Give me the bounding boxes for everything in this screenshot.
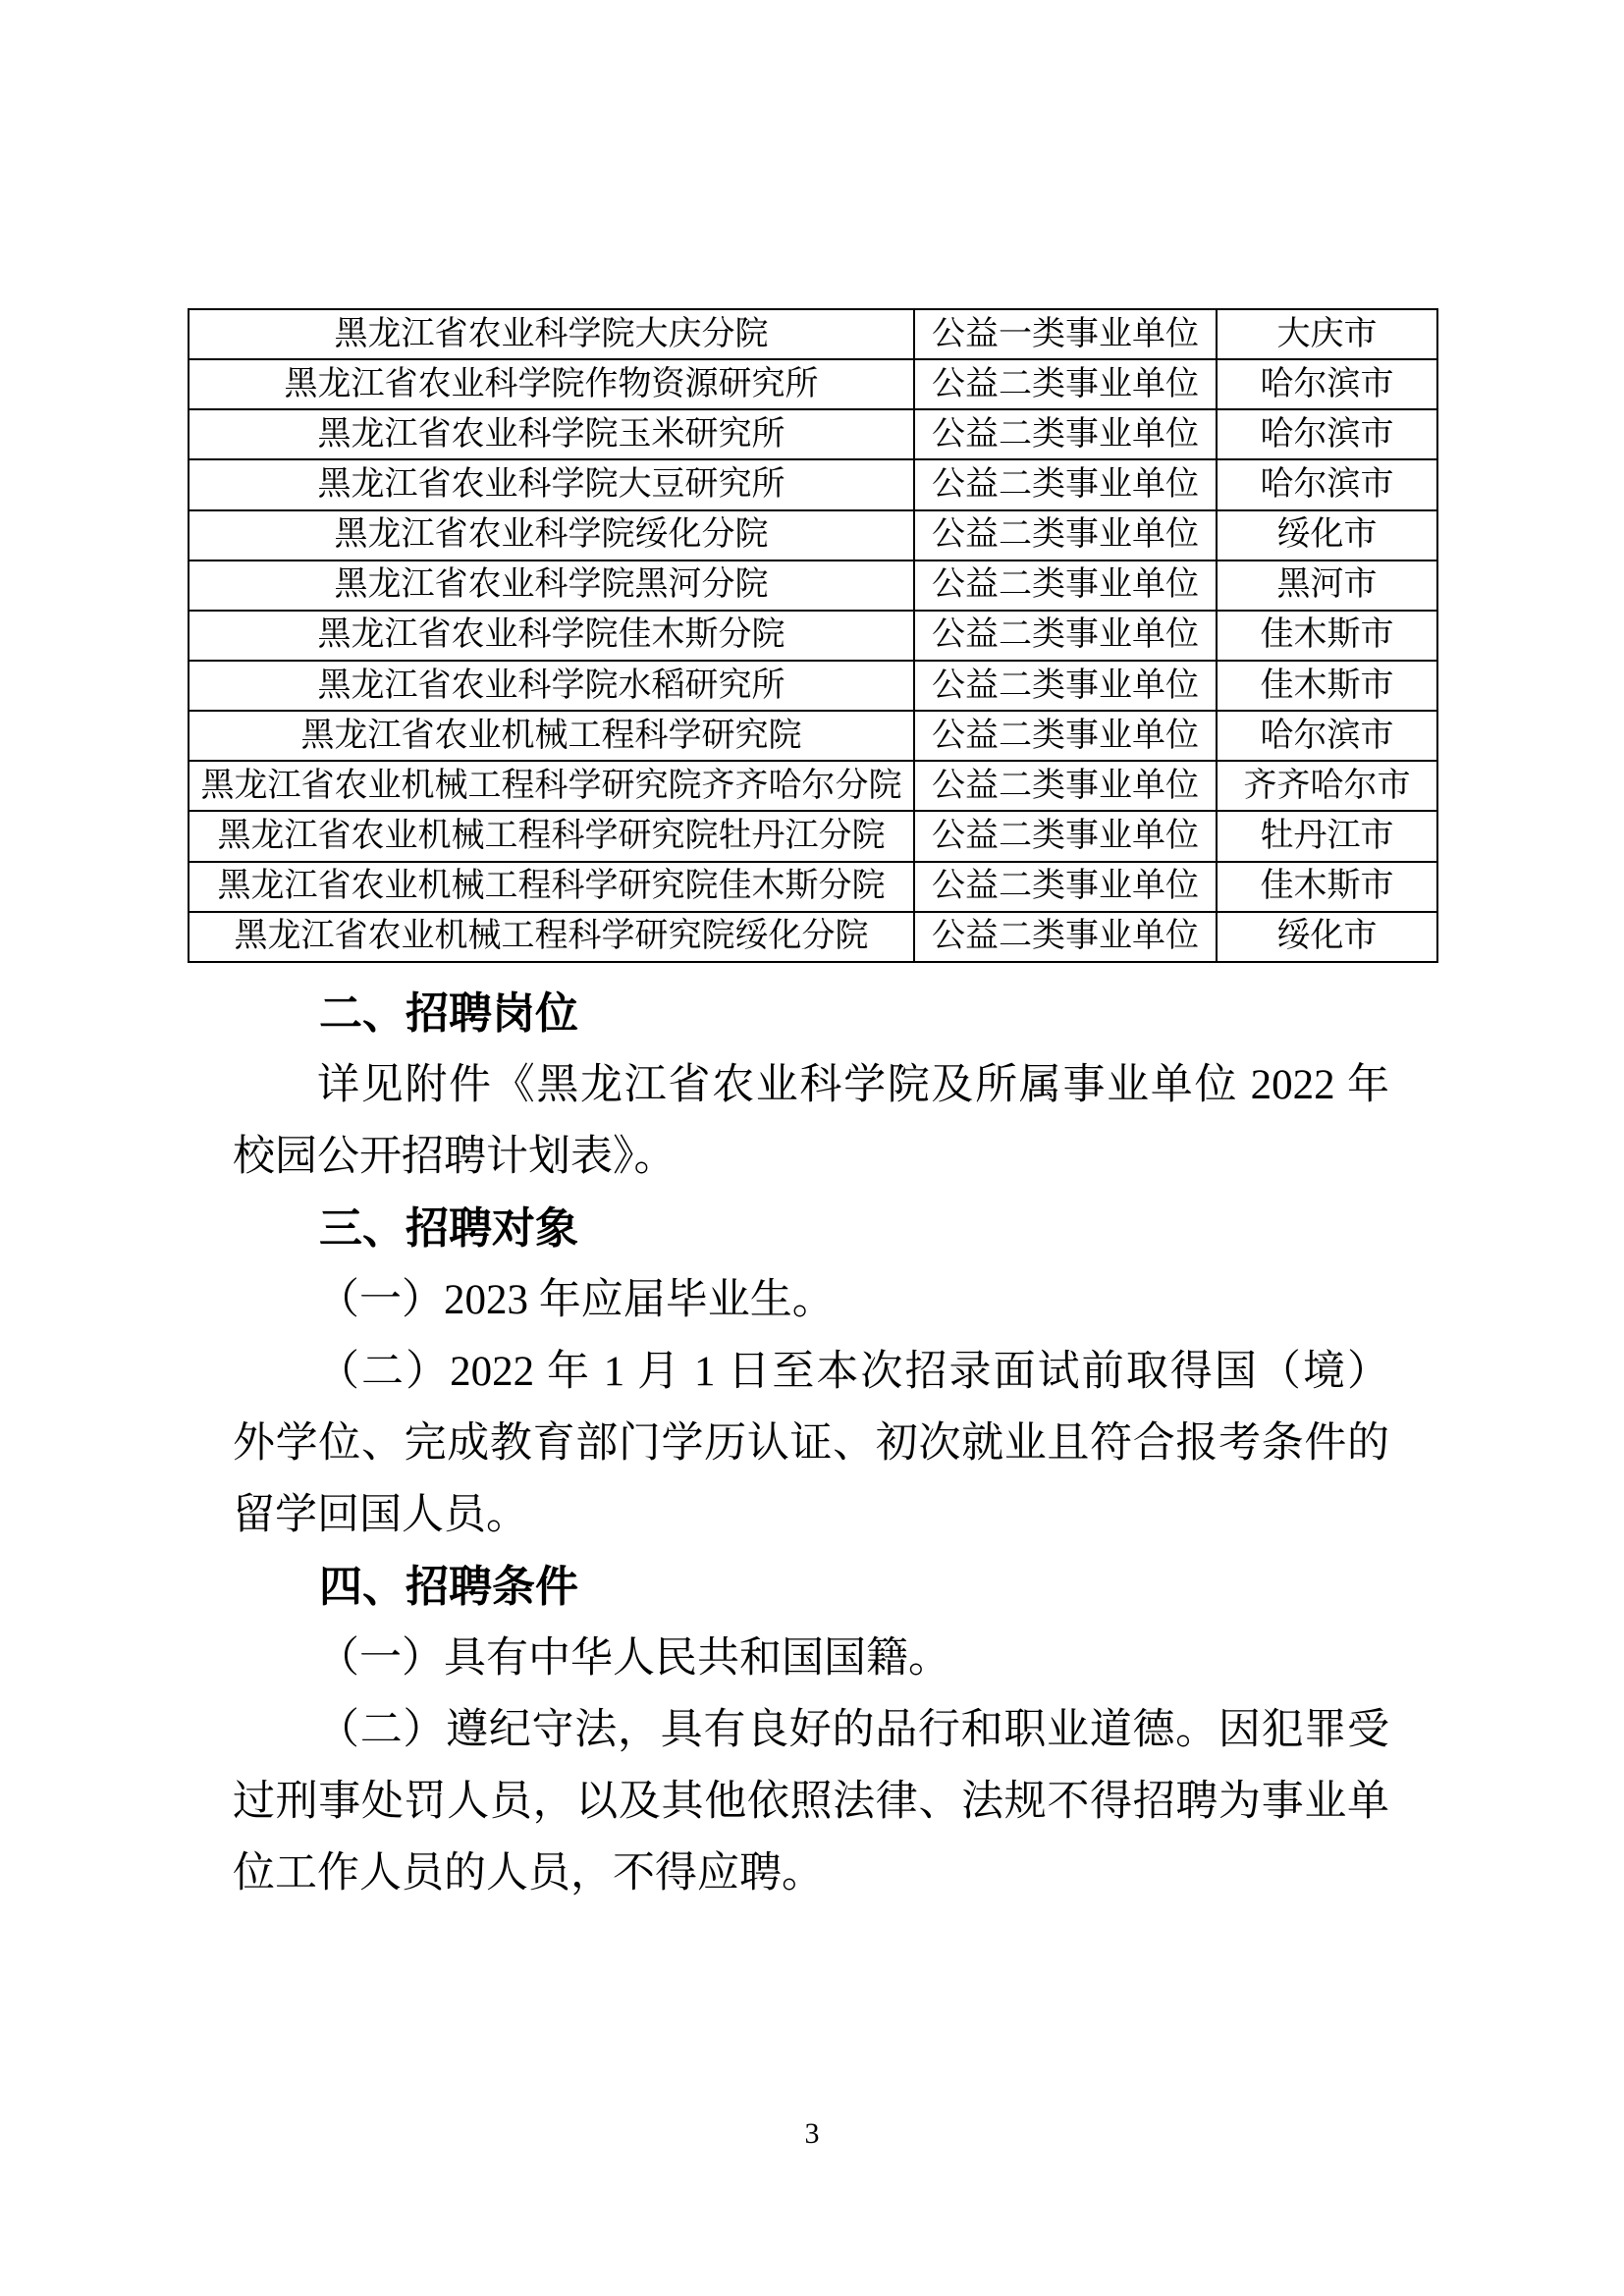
unit-name-cell: 黑龙江省农业机械工程科学研究院齐齐哈尔分院 [189,761,914,811]
body-line: （二）遵纪守法，具有良好的品行和职业道德。因犯罪受 [317,1707,1389,1753]
unit-type-cell: 公益二类事业单位 [914,912,1217,962]
unit-city-cell: 佳木斯市 [1217,862,1437,912]
table-row [189,359,1437,409]
body-line: 留学回国人员。 [233,1492,528,1538]
table-row [189,811,1437,861]
unit-type-cell: 公益二类事业单位 [914,561,1217,611]
unit-type-cell: 公益一类事业单位 [914,309,1217,359]
table-row [189,711,1437,761]
table-row [189,761,1437,811]
body-line: 详见附件《黑龙江省农业科学院及所属事业单位 2022 年 [317,1062,1389,1108]
unit-name-cell: 黑龙江省农业科学院水稻研究所 [189,661,914,711]
section-heading-recruit-positions: 二、招聘岗位 [319,989,578,1038]
body-line: （一）具有中华人民共和国国籍。 [317,1635,950,1682]
unit-type-cell: 公益二类事业单位 [914,862,1217,912]
body-line: 位工作人员的人员，不得应聘。 [233,1850,824,1896]
unit-type-cell: 公益二类事业单位 [914,761,1217,811]
table-row [189,611,1437,661]
unit-name-cell: 黑龙江省农业科学院绥化分院 [189,510,914,561]
unit-type-cell: 公益二类事业单位 [914,711,1217,761]
unit-name-cell: 黑龙江省农业机械工程科学研究院 [189,711,914,761]
unit-city-cell: 佳木斯市 [1217,661,1437,711]
unit-city-cell: 牡丹江市 [1217,811,1437,861]
unit-name-cell: 黑龙江省农业机械工程科学研究院绥化分院 [189,912,914,962]
table-row [189,661,1437,711]
table-row [189,459,1437,509]
section-heading-recruit-conditions: 四、招聘条件 [319,1563,578,1611]
table-row [189,912,1437,962]
table-row [189,409,1437,459]
body-line: （二）2022 年 1 月 1 日至本次招录面试前取得国（境） [317,1349,1389,1395]
table-row [189,561,1437,611]
unit-type-cell: 公益二类事业单位 [914,459,1217,509]
table-row [189,309,1437,359]
unit-type-cell: 公益二类事业单位 [914,510,1217,561]
units-table [188,308,1438,963]
unit-city-cell: 哈尔滨市 [1217,359,1437,409]
section-heading-recruit-targets: 三、招聘对象 [319,1204,578,1253]
unit-name-cell: 黑龙江省农业科学院佳木斯分院 [189,611,914,661]
body-line: 外学位、完成教育部门学历认证、初次就业且符合报考条件的 [233,1420,1389,1467]
unit-name-cell: 黑龙江省农业科学院作物资源研究所 [189,359,914,409]
unit-type-cell: 公益二类事业单位 [914,359,1217,409]
unit-city-cell: 绥化市 [1217,912,1437,962]
body-line: （一）2023 年应届毕业生。 [317,1277,835,1323]
unit-name-cell: 黑龙江省农业科学院大庆分院 [189,309,914,359]
unit-type-cell: 公益二类事业单位 [914,409,1217,459]
unit-name-cell: 黑龙江省农业科学院黑河分院 [189,561,914,611]
unit-city-cell: 大庆市 [1217,309,1437,359]
unit-name-cell: 黑龙江省农业科学院大豆研究所 [189,459,914,509]
unit-name-cell: 黑龙江省农业科学院玉米研究所 [189,409,914,459]
unit-city-cell: 哈尔滨市 [1217,711,1437,761]
unit-type-cell: 公益二类事业单位 [914,811,1217,861]
body-text [233,978,1389,1909]
table-row [189,862,1437,912]
table-row [189,510,1437,561]
unit-city-cell: 绥化市 [1217,510,1437,561]
unit-city-cell: 黑河市 [1217,561,1437,611]
page-number: 3 [804,2117,820,2150]
unit-type-cell: 公益二类事业单位 [914,611,1217,661]
unit-city-cell: 佳木斯市 [1217,611,1437,661]
unit-city-cell: 哈尔滨市 [1217,409,1437,459]
unit-city-cell: 哈尔滨市 [1217,459,1437,509]
body-line: 过刑事处罚人员，以及其他依照法律、法规不得招聘为事业单 [233,1779,1389,1825]
unit-type-cell: 公益二类事业单位 [914,661,1217,711]
unit-city-cell: 齐齐哈尔市 [1217,761,1437,811]
unit-name-cell: 黑龙江省农业机械工程科学研究院牡丹江分院 [189,811,914,861]
body-line: 校园公开招聘计划表》。 [233,1134,677,1180]
unit-name-cell: 黑龙江省农业机械工程科学研究院佳木斯分院 [189,862,914,912]
